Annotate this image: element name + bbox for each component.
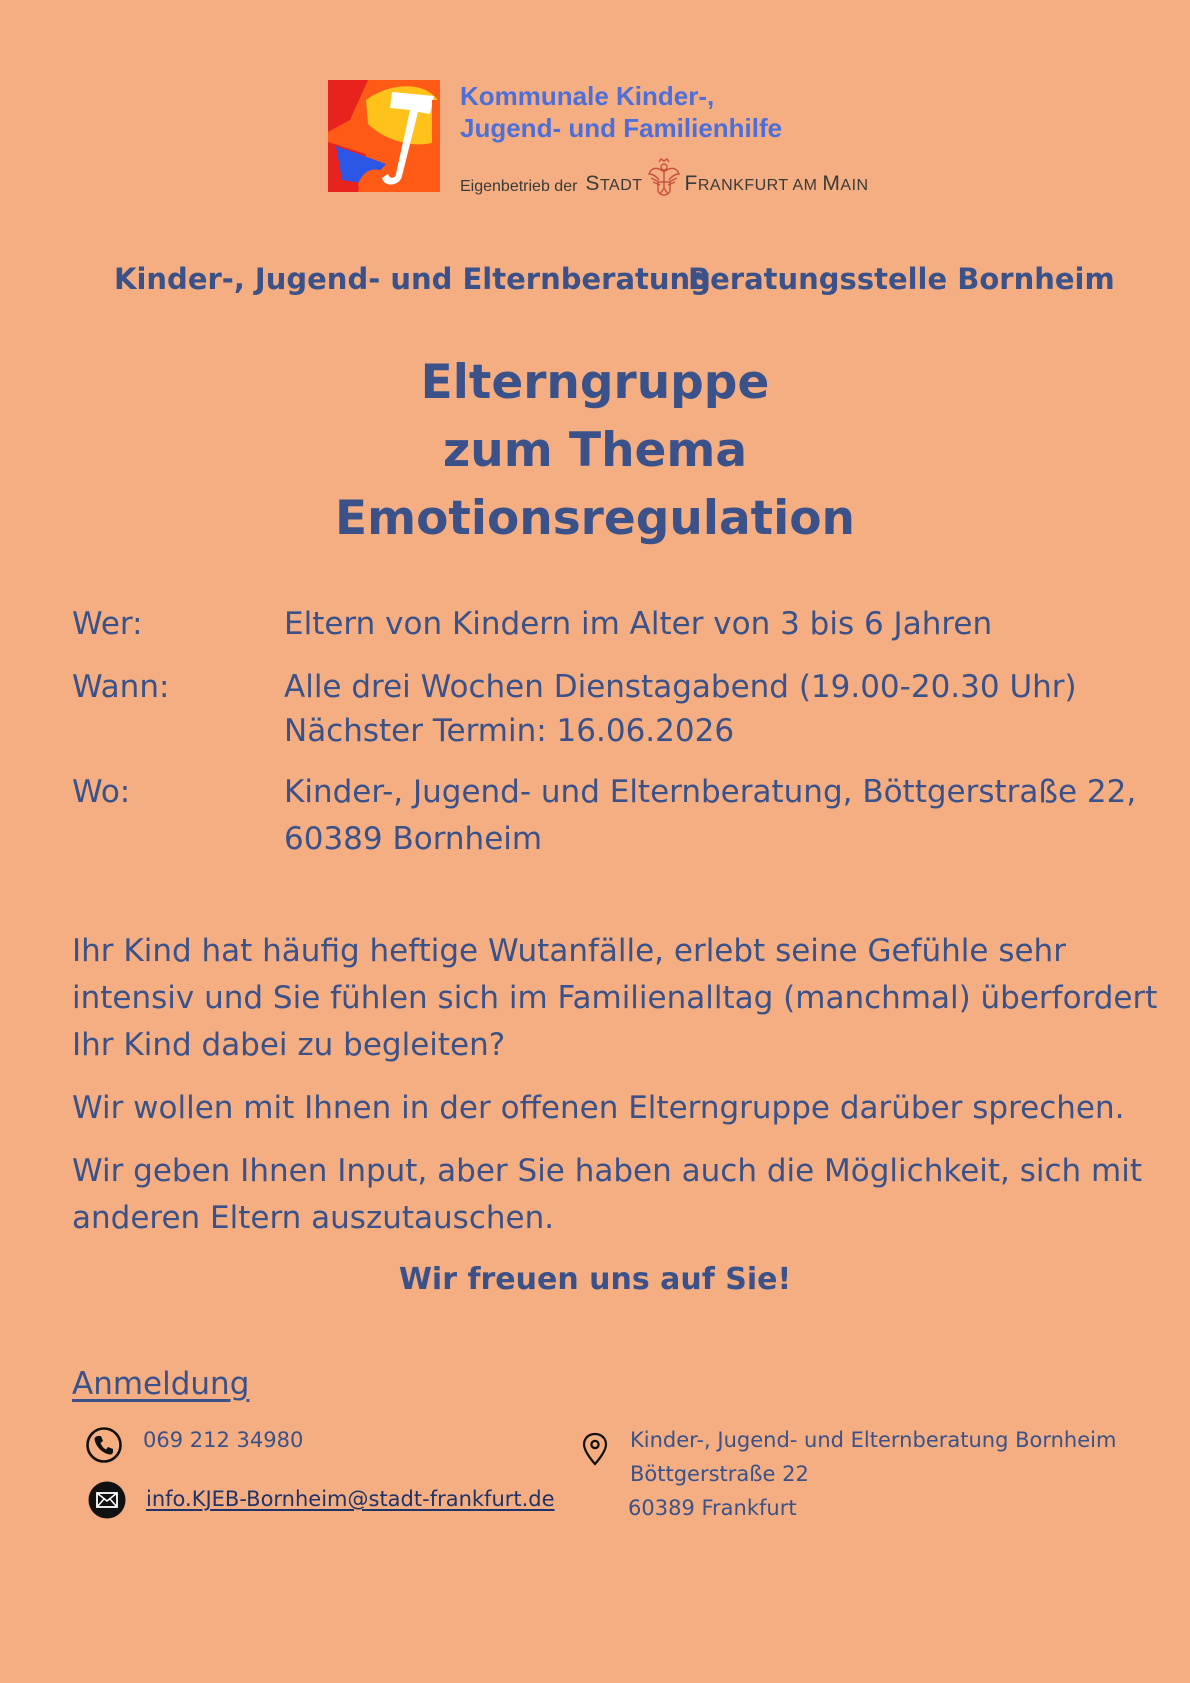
title-line-1: Elterngruppe xyxy=(420,355,770,410)
map-pin-icon xyxy=(581,1432,609,1466)
intro-line-2: intensiv und Sie fühlen sich im Familienalltag (manchmal) überfordert xyxy=(72,980,1158,1016)
talk-paragraph: Wir wollen mit Ihnen in der offenen Elterngruppe darüber sprechen. xyxy=(72,1090,1125,1126)
org-name-line-1: Kommunale Kinder-, xyxy=(460,81,715,111)
title-line-2: zum Thema xyxy=(442,423,748,478)
city-wordmark xyxy=(685,172,869,196)
address-line-3: 60389 Frankfurt xyxy=(628,1496,797,1520)
city-rest-1: RANKFURT AM xyxy=(697,177,823,194)
email-link[interactable]: info.KJEB-Bornheim@stadt-frankfurt.de xyxy=(146,1487,555,1511)
registration-heading: Anmeldung xyxy=(72,1366,250,1402)
city-initial-m: M xyxy=(822,172,841,195)
subheader-location: Beratungsstelle Bornheim xyxy=(688,262,1115,296)
wo-value-2: 60389 Bornheim xyxy=(284,821,543,857)
kjf-logo-icon xyxy=(328,80,440,192)
address-line-1: Kinder-, Jugend- und Elternberatung Bornheim xyxy=(630,1428,1117,1452)
wo-value-1: Kinder-, Jugend- und Elternberatung, Böttgerstraße 22, xyxy=(284,774,1137,810)
wo-label: Wo: xyxy=(72,774,131,810)
stadt-rest: TADT xyxy=(599,177,643,194)
wann-label: Wann: xyxy=(72,669,170,705)
phone-icon xyxy=(85,1426,123,1464)
intro-line-3: Ihr Kind dabei zu begleiten? xyxy=(72,1027,506,1063)
city-rest-2: AIN xyxy=(840,177,869,194)
intro-line-1: Ihr Kind hat häufig heftige Wutanfälle, erlebt seine Gefühle sehr xyxy=(72,933,1066,969)
eigenbetrieb-line xyxy=(460,162,869,196)
stadt-initial: S xyxy=(585,172,600,195)
phone-number: 069 212 34980 xyxy=(143,1428,304,1452)
org-name-line-2: Jugend- und Familienhilfe xyxy=(460,113,783,143)
wann-value-1: Alle drei Wochen Dienstagabend (19.00-20.30 Uhr) xyxy=(284,669,1077,705)
closing-line: Wir freuen uns auf Sie! xyxy=(398,1262,792,1297)
address-line-2: Böttgerstraße 22 xyxy=(630,1462,809,1486)
input-line-2: anderen Eltern auszutauschen. xyxy=(72,1200,555,1236)
subheader-service: Kinder-, Jugend- und Elternberatung xyxy=(114,262,711,296)
frankfurt-eagle-icon xyxy=(647,158,681,196)
wer-value: Eltern von Kindern im Alter von 3 bis 6 Jahren xyxy=(284,606,993,642)
eigenbetrieb-label: Eigenbetrieb der xyxy=(460,178,578,195)
wann-value-2: Nächster Termin: 16.06.2026 xyxy=(284,713,735,749)
input-line-1: Wir geben Ihnen Input, aber Sie haben auch die Möglichkeit, sich mit xyxy=(72,1153,1143,1189)
title-line-3: Emotionsregulation xyxy=(335,491,855,546)
stadt-wordmark xyxy=(585,172,642,196)
wer-label: Wer: xyxy=(72,606,143,642)
envelope-icon xyxy=(88,1481,126,1519)
city-initial-f: F xyxy=(684,172,698,195)
